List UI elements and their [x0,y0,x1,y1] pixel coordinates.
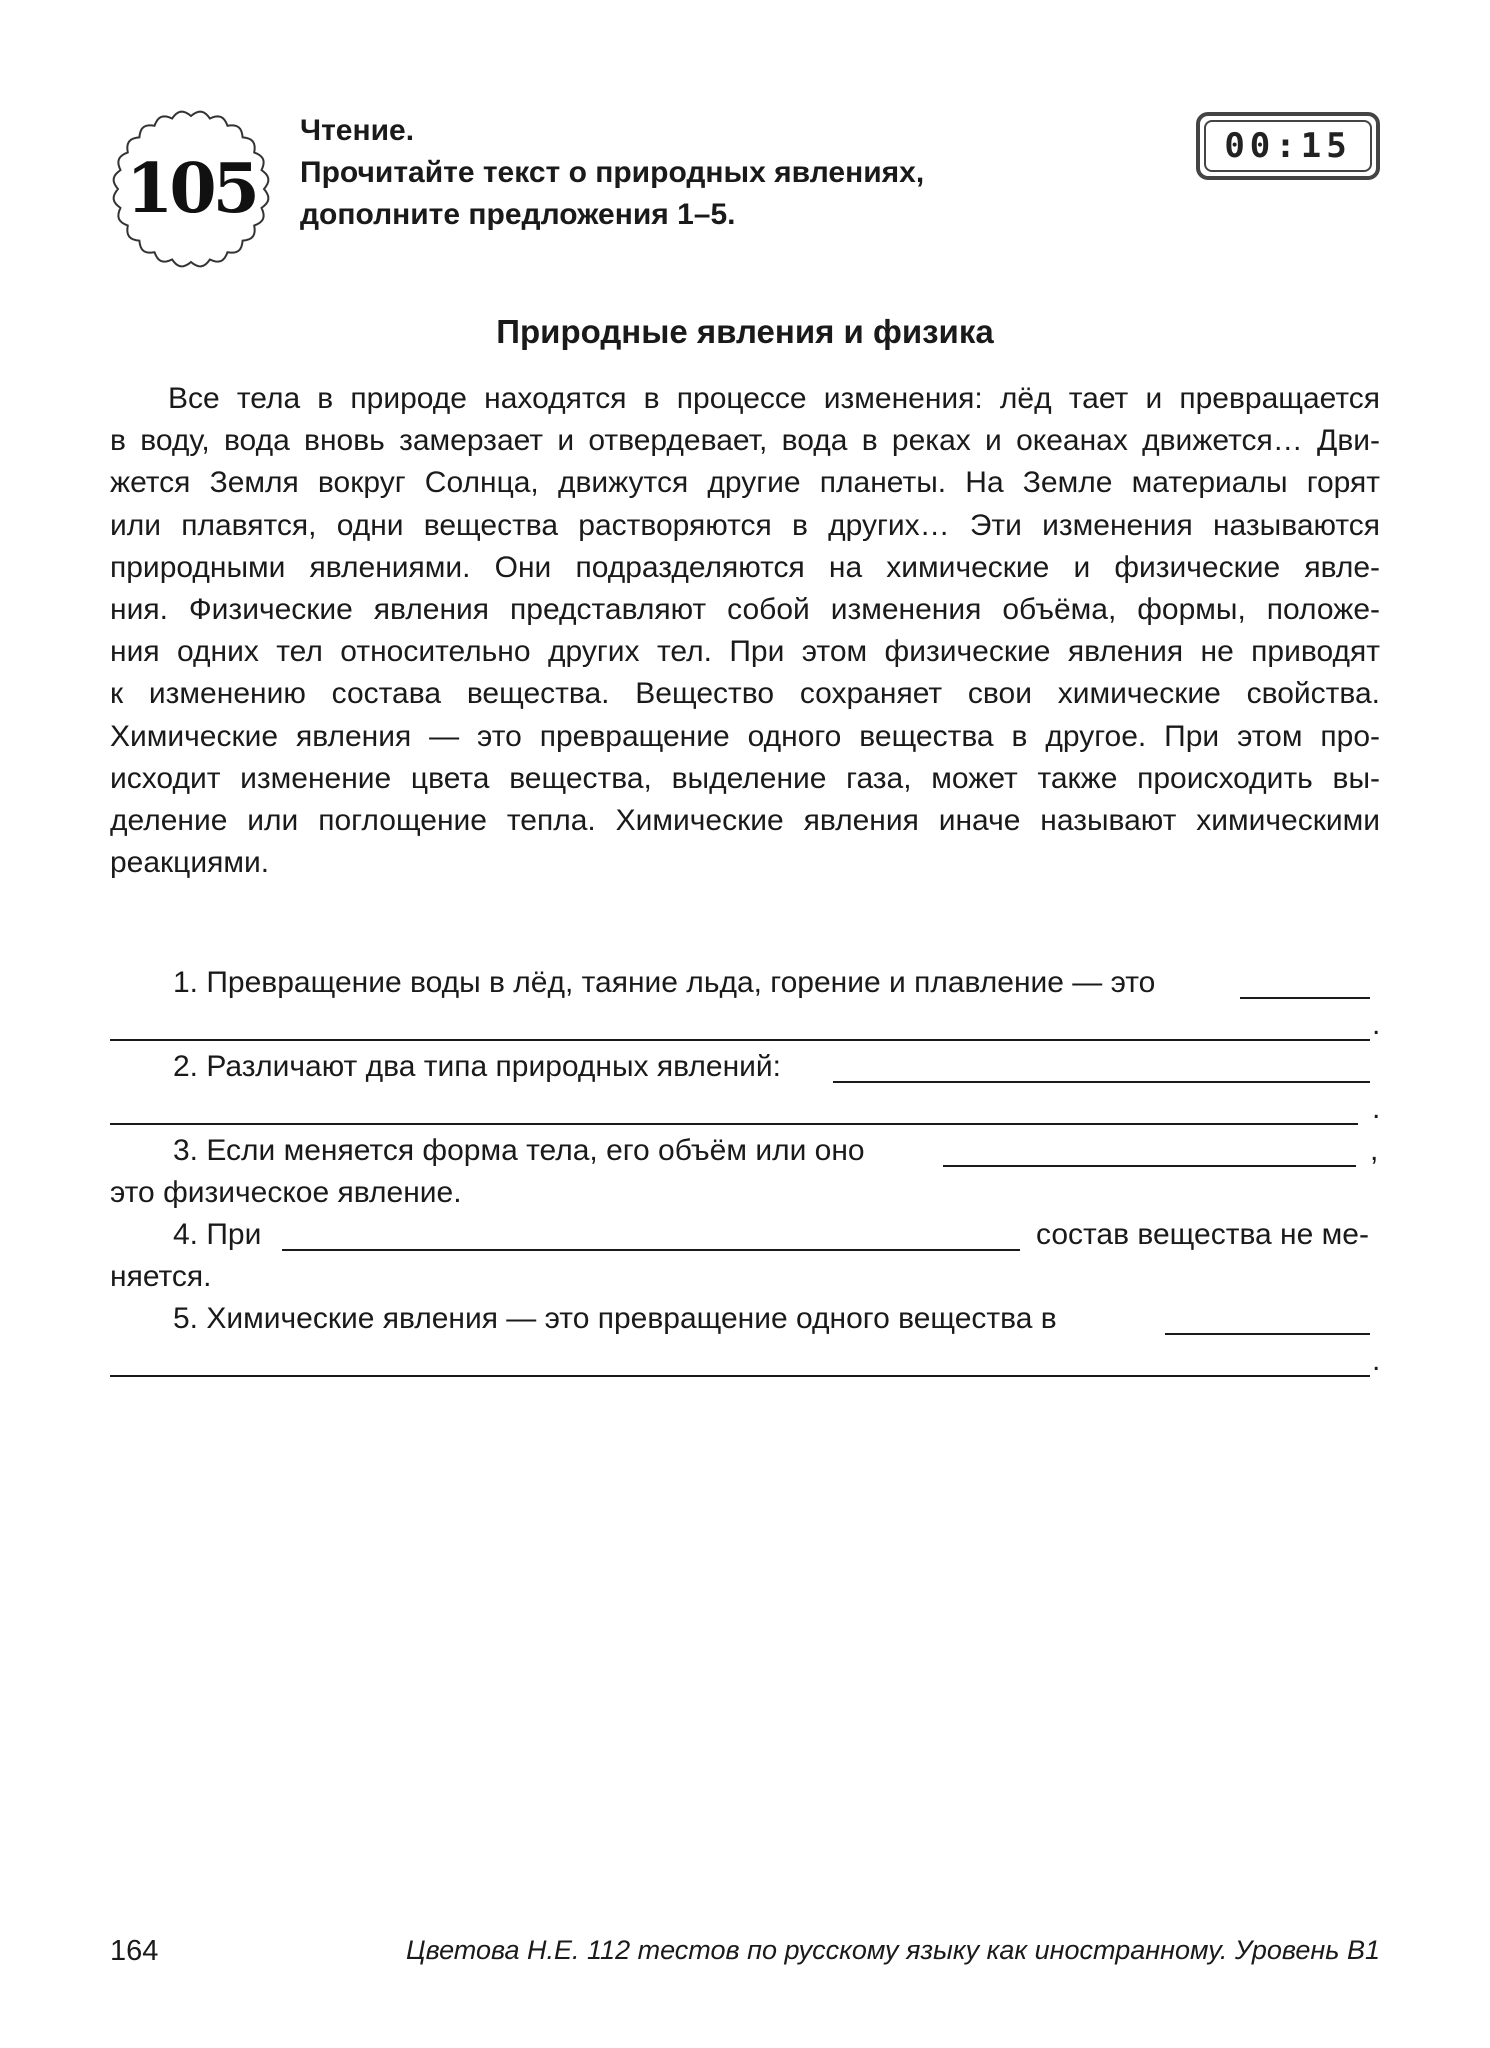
text-line: ния одних тел относительно других тел. При этом физические явления не приводят [110,635,1380,669]
sentence-4-start: 4. При [173,1218,262,1251]
instruction-line: Прочитайте текст о природных явлениях, [300,156,925,189]
text-line: к изменению состава вещества. Вещество сохраняет свои химические свойства. [110,677,1380,711]
sentence-2-blank[interactable] [833,1051,1370,1083]
sentence-1-text: 1. Превращение воды в лёд, таяние льда, горение и плавление — это [173,966,1156,999]
text-line: реакциями. [110,846,270,880]
sentence-2-continuation [110,1088,1380,1130]
sentence-3-text: 3. Если меняется форма тела, его объём или оно [173,1134,865,1167]
page-number: 164 [110,1935,159,1967]
sentence-5-continuation [110,1340,1380,1382]
instruction-line: дополните предложения 1–5. [300,198,736,231]
text-line: Все тела в природе находятся в процессе изменения: лёд тает и превращается [168,382,1380,415]
sentence-1-period: . [1372,1008,1381,1041]
task-number: 105 [126,149,256,229]
page-footer [110,1935,1380,1975]
sentence-5-blank-line[interactable] [110,1345,1370,1377]
text-line: ния. Физические явления представляют собой изменения объёма, формы, положе- [110,592,1380,626]
task-number-badge [110,108,272,270]
sentence-3 [110,1130,1380,1172]
sentence-5-text: 5. Химические явления — это превращение одного вещества в [173,1302,1057,1335]
sentence-2-blank-line[interactable] [110,1093,1358,1125]
sentence-4 [110,1214,1380,1256]
task-instructions [300,110,1200,236]
sentence-1-continuation [110,1004,1380,1046]
sentence-1 [110,962,1380,1004]
sentence-4-cont-text: няется. [110,1260,212,1293]
sentence-2-text: 2. Различают два типа природных явлений: [173,1050,781,1083]
text-line: природными явлениями. Они подразделяются на химические и физические явле- [110,550,1380,584]
text-line: деление или поглощение тепла. Химические явления иначе называют химическими [110,803,1380,837]
text-line: в воду, вода вновь замерзает и отвердевает, вода в реках и океанах движется… Дви- [110,424,1380,458]
reading-text [110,378,1380,884]
fill-in-exercise [110,962,1380,1382]
sentence-3-comma: , [1370,1134,1379,1167]
sentence-5 [110,1298,1380,1340]
timer-value: 00:15 [1224,126,1352,166]
sentence-3-continuation [110,1172,1380,1214]
timer-badge [1196,112,1380,180]
book-source: Цветова Н.Е. 112 тестов по русскому языку как иностранному. Уровень В1 [405,1935,1380,1965]
text-line: жется Земля вокруг Солнца, движутся другие планеты. На Земле материалы горят [110,466,1380,500]
text-line: Химические явления — это превращение одного вещества в другое. При этом про- [110,719,1380,753]
sentence-3-blank[interactable] [943,1135,1356,1167]
sentence-2 [110,1046,1380,1088]
sentence-2-period: . [1372,1092,1381,1125]
sentence-4-end: состав вещества не ме- [1036,1218,1369,1251]
sentence-4-blank[interactable] [282,1219,1020,1251]
sentence-1-blank-line[interactable] [110,1009,1370,1041]
text-line: или плавятся, одни вещества растворяются в других… Эти изменения называются [110,508,1380,542]
sentence-3-cont-text: это физическое явление. [110,1176,462,1209]
sentence-5-blank[interactable] [1165,1303,1370,1335]
text-line: исходит изменение цвета вещества, выделение газа, может также происходить вы- [110,761,1380,795]
instruction-heading: Чтение. [300,114,415,147]
text-title: Природные явления и физика [496,313,994,350]
sentence-1-blank[interactable] [1240,967,1370,999]
sentence-4-continuation [110,1256,1380,1298]
sentence-5-period: . [1372,1344,1381,1377]
